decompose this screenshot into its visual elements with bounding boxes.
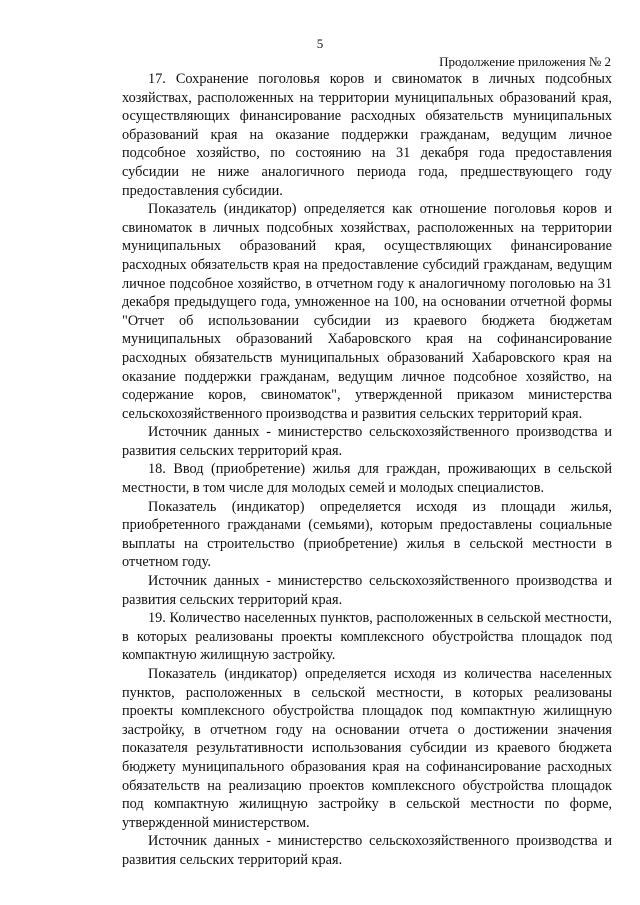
paragraph-indicator-18: Показатель (индикатор) определяется исходя из площади жилья, приобретенного гражданами (семьями), которым предоставлены социальные выплаты на строительство (приобретение) жилья в сельской местности в отчетном году.	[122, 498, 612, 571]
document-body	[122, 70, 612, 870]
paragraph-item-18: 18. Ввод (приобретение) жилья для граждан, проживающих в сельской местности, в том числе для молодых семей и молодых специалистов.	[122, 461, 612, 497]
paragraph-item-19: 19. Количество населенных пунктов, расположенных в сельской местности, в которых реализованы проекты комплексного обустройства площадок под компактную жилищную застройку.	[122, 610, 612, 664]
paragraph-source-17: Источник данных - министерство сельскохозяйственного производства и развития сельских территорий края.	[122, 424, 612, 459]
paragraph-indicator-19: Показатель (индикатор) определяется исходя из количества населенных пунктов, расположенных в сельской местности, в которых реализованы проекты комплексного обустройства площадок под компактную жилищную застройку, в отчетном году на основании отчета о достижении значения показателя результативности использования субсидии из краевого бюджета бюджету муниципального образования края на софинансирование расходных обязательств на реализацию проектов комплексного обустройства площадок под компактную жилищную застройку в сельской местности по форме, утвержденной министерством.	[122, 666, 612, 831]
paragraph-source-18: Источник данных - министерство сельскохозяйственного производства и развития сельских территорий края.	[122, 573, 612, 608]
paragraph-item-17: 17. Сохранение поголовья коров и свиноматок в личных подсобных хозяйствах, расположенных на территории муниципальных образований края, осуществляющих финансирование расходных обязательств муниципальных образований края на оказание поддержки гражданам, ведущим личное подсобное хозяйство, по состоянию на 31 декабря года предоставления субсидии не ниже аналогичного периода года, предшествующего году предоставления субсидии.	[122, 71, 612, 199]
paragraph-source-19: Источник данных - министерство сельскохозяйственного производства и развития сельских территорий края.	[122, 833, 612, 868]
paragraph-indicator-17: Показатель (индикатор) определяется как отношение поголовья коров и свиноматок в личных подсобных хозяйствах, расположенных на территории муниципальных образований края, осуществляющих финансирование расходных обязательств края на предоставление субсидий гражданам, ведущим личное подсобное хозяйство, в отчетном году к аналогичному поголовью на 31 декабря предыдущего года, умноженное на 100, на основании отчетной формы "Отчет об использовании субсидии из краевого бюджета бюджетам муниципальных образований Хабаровского края на софинансирование расходных обязательств муниципальных образований Хабаровского края на оказание поддержки гражданам, ведущим личное подсобное хозяйство, на содержание коров, свиноматок", утвержденной приказом министерства сельскохозяйственного производства и развития сельских территорий края.	[122, 201, 612, 422]
appendix-continuation-note: Продолжение приложения № 2	[439, 54, 611, 69]
page-number: 5	[316, 36, 324, 51]
